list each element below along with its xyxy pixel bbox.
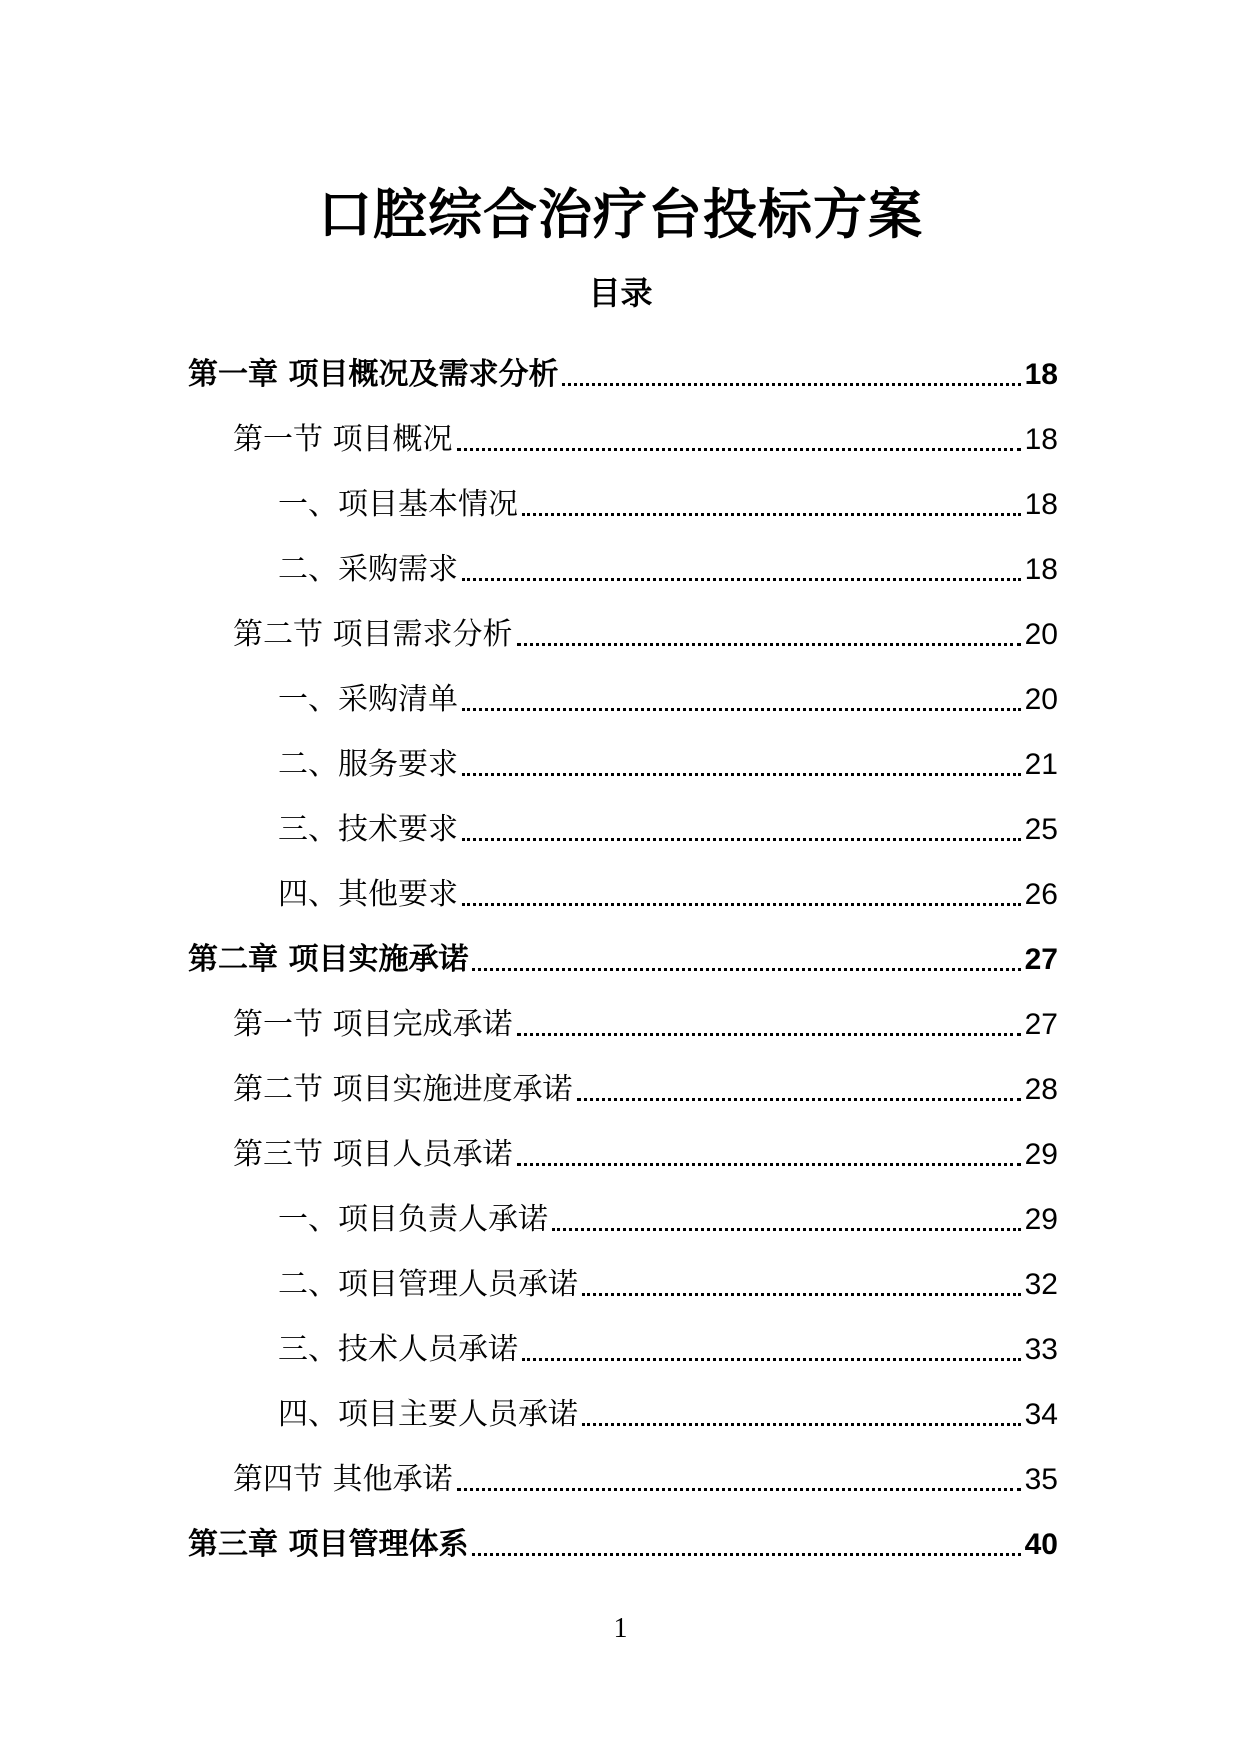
toc-entry[interactable]: [188, 1110, 1058, 1175]
toc-entry-label: 二、项目管理人员承诺: [278, 1267, 578, 1302]
toc-entry-page: 28: [1024, 1073, 1058, 1106]
toc-dot-leader: [517, 1162, 1021, 1166]
toc-dot-leader: [517, 642, 1021, 646]
toc-dot-leader: [582, 1292, 1021, 1296]
page-number: 1: [613, 1613, 628, 1644]
toc-dot-leader: [552, 1227, 1021, 1231]
toc-entry-page: 20: [1024, 618, 1058, 651]
toc-entry-page: 20: [1024, 683, 1058, 716]
toc-entry-page: 29: [1024, 1203, 1058, 1236]
toc-entry-label: 三、技术人员承诺: [278, 1332, 518, 1367]
toc-entry[interactable]: [188, 330, 1058, 395]
toc-dot-leader: [462, 902, 1021, 906]
toc-dot-leader: [522, 1357, 1021, 1361]
toc-entry[interactable]: [188, 915, 1058, 980]
toc-entry[interactable]: [188, 590, 1058, 655]
document-title: 口腔综合治疗台投标方案: [318, 183, 923, 246]
toc-entry-label: 三、技术要求: [278, 812, 458, 847]
toc-entry[interactable]: [188, 525, 1058, 590]
toc-dot-leader: [462, 577, 1021, 581]
toc-entry-label: 一、采购清单: [278, 682, 458, 717]
toc-entry-label: 第一节 项目概况: [233, 422, 453, 457]
toc-entry-page: 40: [1024, 1528, 1058, 1561]
toc-entry-label: 第一节 项目完成承诺: [233, 1007, 513, 1042]
toc-dot-leader: [472, 967, 1020, 971]
toc-entry-page: 18: [1024, 423, 1058, 456]
toc-dot-leader: [457, 1487, 1021, 1491]
toc-entry[interactable]: [188, 1175, 1058, 1240]
table-of-contents: [188, 330, 1058, 1565]
toc-entry-page: 21: [1024, 748, 1058, 781]
toc-entry-label: 第一章 项目概况及需求分析: [188, 357, 559, 392]
toc-entry[interactable]: [188, 395, 1058, 460]
toc-entry-label: 第三节 项目人员承诺: [233, 1137, 513, 1172]
toc-entry-page: 32: [1024, 1268, 1058, 1301]
toc-entry-label: 一、项目基本情况: [278, 487, 518, 522]
toc-entry-label: 一、项目负责人承诺: [278, 1202, 548, 1237]
toc-dot-leader: [457, 447, 1021, 451]
toc-entry-label: 四、项目主要人员承诺: [278, 1397, 578, 1432]
toc-dot-leader: [462, 772, 1021, 776]
toc-entry-page: 33: [1024, 1333, 1058, 1366]
toc-entry-label: 二、采购需求: [278, 552, 458, 587]
toc-entry[interactable]: [188, 1305, 1058, 1370]
toc-entry-page: 18: [1024, 358, 1058, 391]
toc-entry[interactable]: [188, 980, 1058, 1045]
toc-entry-page: 29: [1024, 1138, 1058, 1171]
toc-entry-page: 27: [1024, 943, 1058, 976]
toc-dot-leader: [517, 1032, 1021, 1036]
toc-entry-page: 27: [1024, 1008, 1058, 1041]
toc-entry[interactable]: [188, 1500, 1058, 1565]
toc-dot-leader: [582, 1422, 1021, 1426]
toc-entry-label: 四、其他要求: [278, 877, 458, 912]
toc-entry[interactable]: [188, 720, 1058, 785]
toc-entry-page: 25: [1024, 813, 1058, 846]
toc-dot-leader: [562, 382, 1020, 386]
toc-dot-leader: [462, 707, 1021, 711]
toc-entry[interactable]: [188, 1435, 1058, 1500]
toc-entry[interactable]: [188, 785, 1058, 850]
toc-heading: 目录: [588, 274, 653, 312]
toc-entry[interactable]: [188, 460, 1058, 525]
toc-entry[interactable]: [188, 850, 1058, 915]
toc-entry-page: 26: [1024, 878, 1058, 911]
toc-entry[interactable]: [188, 1370, 1058, 1435]
toc-dot-leader: [462, 837, 1021, 841]
toc-entry[interactable]: [188, 1045, 1058, 1110]
toc-entry-label: 第二节 项目需求分析: [233, 617, 513, 652]
toc-dot-leader: [522, 512, 1021, 516]
toc-entry-page: 18: [1024, 488, 1058, 521]
toc-entry-label: 第四节 其他承诺: [233, 1462, 453, 1497]
toc-dot-leader: [472, 1552, 1020, 1556]
toc-entry-label: 二、服务要求: [278, 747, 458, 782]
toc-entry-page: 34: [1024, 1398, 1058, 1431]
toc-entry-page: 35: [1024, 1463, 1058, 1496]
toc-entry[interactable]: [188, 1240, 1058, 1305]
toc-entry[interactable]: [188, 655, 1058, 720]
toc-entry-label: 第二章 项目实施承诺: [188, 942, 469, 977]
toc-entry-label: 第三章 项目管理体系: [188, 1527, 469, 1562]
toc-entry-label: 第二节 项目实施进度承诺: [233, 1072, 573, 1107]
toc-entry-page: 18: [1024, 553, 1058, 586]
toc-dot-leader: [577, 1097, 1021, 1101]
